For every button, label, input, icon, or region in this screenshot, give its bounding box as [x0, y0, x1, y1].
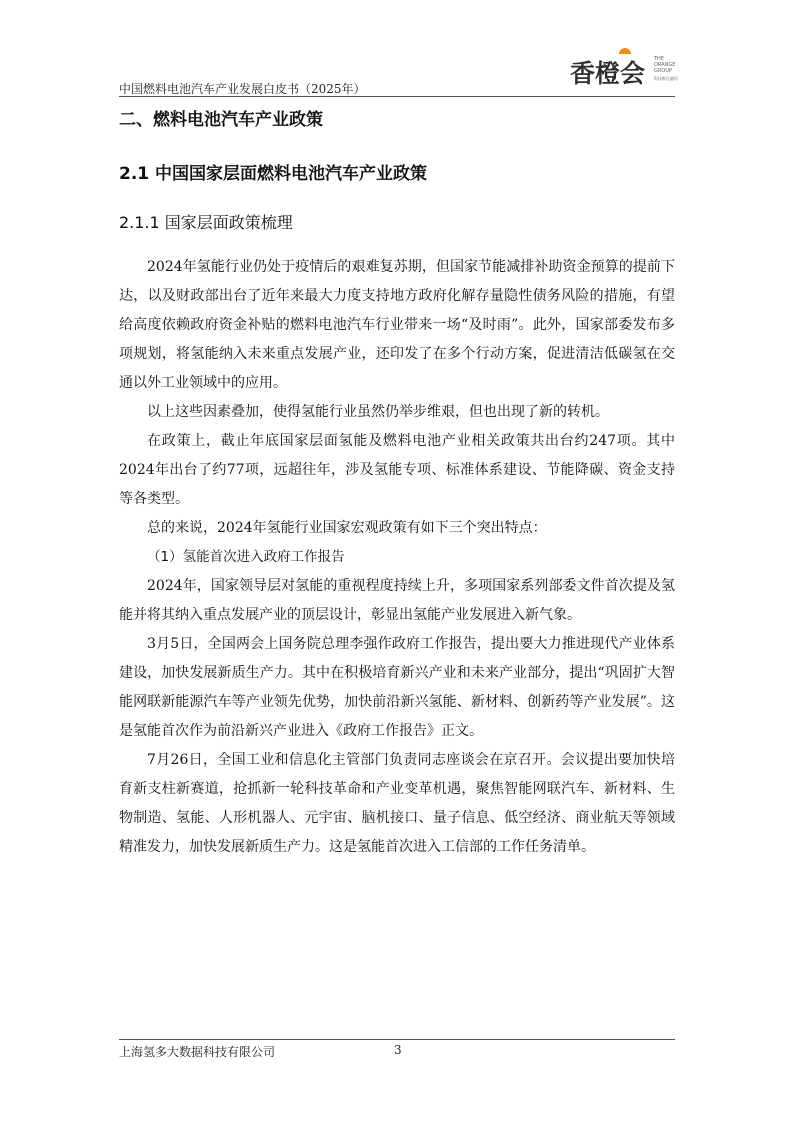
paragraph: 2024年氢能行业仍处于疫情后的艰难复苏期，但国家节能减排补助资金预算的提前下达，以及财政部出台了近年来最大力度支持地方政府化解存量隐性债务风险的措施，有望给高度依赖政府资金补贴的燃料电池汽车行业带来一场“及时雨”。此外，国家部委发布多项规划，将氢能纳入未来重点发展产业，还印发了在多个行动方案，促进清洁低碳氢在交通以外工业领域中的应用。: [119, 259, 675, 391]
paragraph: 2024年，国家领导层对氢能的重视程度持续上升，多项国家系列部委文件首次提及氢能并将其纳入重点发展产业的顶层设计，彰显出氢能产业发展进入新气象。: [119, 578, 675, 623]
section-heading: 2.1 中国国家层面燃料电池汽车产业政策: [119, 164, 428, 184]
chapter-heading: 二、燃料电池汽车产业政策: [119, 110, 323, 130]
point-heading: （1）氢能首次进入政府工作报告: [147, 549, 345, 565]
subsection-heading: 2.1.1 国家层面政策梳理: [119, 213, 293, 232]
header-divider: [119, 96, 675, 97]
paragraph: 在政策上，截止年底国家层面氢能及燃料电池产业相关政策共出台约247项。其中2024年出台了约77项，远超往年，涉及氢能专项、标准体系建设、节能降碳、资金支持等各类型。: [119, 433, 675, 507]
header-title: 中国燃料电池汽车产业发展白皮书（2025年）: [119, 82, 366, 96]
logo-cn-text: 科技孵化融资: [654, 76, 678, 81]
page-number: 3: [394, 1043, 402, 1057]
paragraph: 3月5日，全国两会上国务院总理李强作政府工作报告，提出要大力推进现代产业体系建设，加快发展新质生产力。其中在积极培育新兴产业和未来产业部分，提出“巩固扩大智能网联新能源汽车等产业领先优势，加快前沿新兴氢能、新材料、创新药等产业发展”。这是氢能首次作为前沿新兴产业进入《政府工作报告》正文。: [119, 636, 675, 739]
footer-divider: [119, 1039, 675, 1040]
body-text: [119, 253, 675, 862]
logo-text: 香橙会: [570, 59, 646, 88]
paragraph: 以上这些因素叠加，使得氢能行业虽然仍举步维艰，但也出现了新的转机。: [147, 404, 609, 420]
paragraph: 7月26日，全国工业和信息化主管部门负责同志座谈会在京召开。会议提出要加快培育新支柱新赛道，抢抓新一轮科技革命和产业变革机遇，聚焦智能网联汽车、新材料、生物制造、氢能、人形机器人、元宇宙、脑机接口、量子信息、低空经济、商业航天等领域精准发力，加快发展新质生产力。这是氢能首次进入工信部的工作任务清单。: [119, 752, 675, 855]
paragraph: 总的来说，2024年氢能行业国家宏观政策有如下三个突出特点：: [147, 520, 547, 536]
footer-company: 上海氢多大数据科技有限公司: [119, 1045, 276, 1059]
logo: [570, 52, 678, 92]
logo-en-text: THE ORANGE GROUP: [654, 56, 676, 74]
